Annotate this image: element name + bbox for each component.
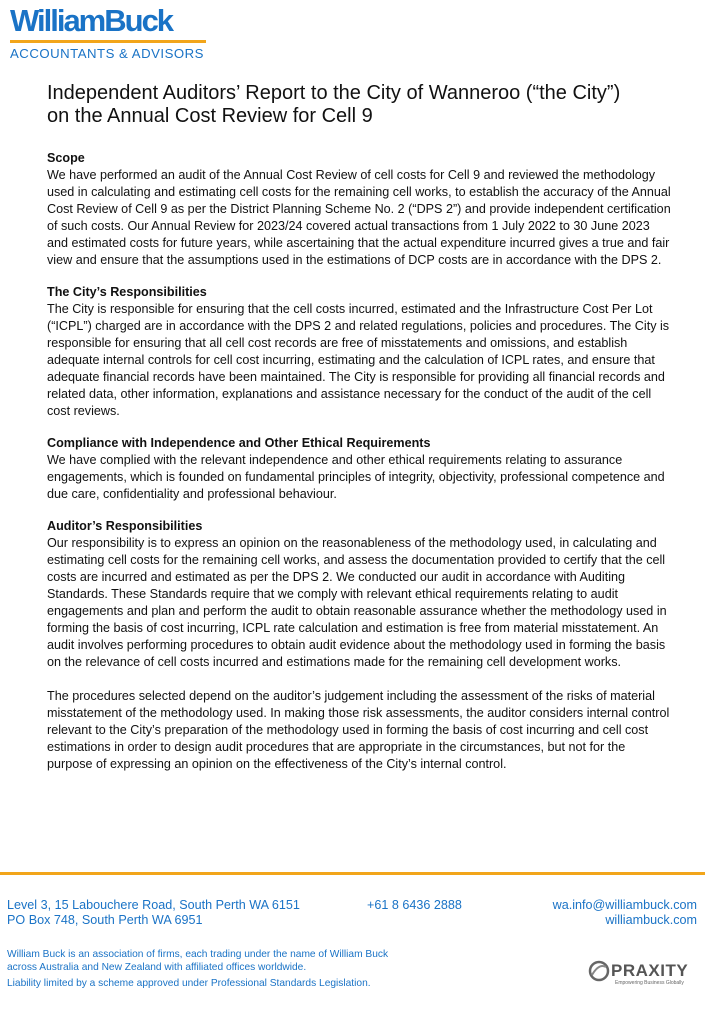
report-body — [47, 150, 672, 788]
praxity-mark-icon — [587, 960, 611, 982]
footer-phone: +61 8 6436 2888 — [367, 898, 462, 912]
city-body: The City is responsible for ensuring that the cell costs incurred, estimated and the Infrastructure Cost Per Lot (“ICPL”) charged are in accordance with the DPS 2 and related regulations, policies and procedures. The City is responsible for ensuring that all cell cost records are free of misstatements and omissions, and establish adequate internal controls for cell cost incurring, estimating and the calculation of ICPL rates, and ensure that adequate financial records have been maintained. The City is responsible for providing all financial records and related data, other information, explanations and assistance necessary for the conduct of the audit of the cell cost reviews. — [47, 302, 670, 418]
footer-contact — [553, 898, 697, 928]
footer-divider — [0, 872, 705, 875]
disclaimer-line-2: across Australia and New Zealand with affiliated offices worldwide. — [7, 962, 307, 973]
auditor-body-1: Our responsibility is to express an opinion on the reasonableness of the methodology used, in calculating and estimating cell costs for the remaining cell works, and assess the documentation provided to certify that the cell costs are incurred and estimated as per the DPS 2. We conducted our audit in accordance with Auditing Standards. These Standards require that we comply with relevant ethical requirements relating to audit engagements and plan and perform the audit to obtain reasonable assurance whether the methodology used in forming the basis of cost incurring, ICPL rate calculation and estimation is free from material misstatement. An audit involves performing procedures to obtain audit evidence about the methodology used in forming the basis on the relevance of cell costs incurred and estimations made for the remaining cell development works. — [47, 536, 667, 669]
logo-subtitle: ACCOUNTANTS & ADVISORS — [10, 46, 204, 61]
praxity-logo — [587, 960, 688, 986]
logo-rule — [10, 40, 206, 43]
footer-website[interactable]: williambuck.com — [605, 913, 697, 927]
footer-email[interactable]: wa.info@williambuck.com — [552, 898, 697, 912]
section-city-responsibilities — [47, 284, 672, 420]
footer-address — [7, 898, 300, 928]
william-buck-logo — [10, 4, 206, 61]
praxity-name: PRAXITY — [611, 961, 689, 980]
praxity-tagline: Empowering Business Globally — [615, 980, 684, 986]
auditor-body-2: The procedures selected depend on the auditor’s judgement including the assessment of the risks of material misstatement of the methodology used. In making those risk assessments, the auditor considers internal control relevant to the City’s preparation of the methodology used in forming the basis of cost incurring and cell cost estimations in order to design audit procedures that are appropriate in the circumstances, but not for the purpose of expressing an opinion on the effectiveness of the City’s internal control. — [47, 689, 670, 771]
address-line-2: PO Box 748, South Perth WA 6951 — [7, 913, 203, 927]
city-heading: The City’s Responsibilities — [47, 285, 207, 299]
title-line-2: on the Annual Cost Review for Cell 9 — [47, 105, 373, 127]
scope-heading: Scope — [47, 151, 85, 165]
scope-body: We have performed an audit of the Annual Cost Review of cell costs for Cell 9 and reviewed the methodology used in calculating and estimating cell costs for the remaining cell works, to establish the accuracy of the Annual Cost Review of Cell 9 as per the District Planning Scheme No. 2 (“DPS 2”) and provide independent certification of such costs. Our Annual Review for 2023/24 covered actual transactions from 1 July 2022 to 30 June 2023 and estimated costs for future years, while ascertaining that the actual expenditure incurred gives a true and fair view and ensure that the assumptions used in the estimations of DCP costs are in accordance with the DPS 2. — [47, 168, 671, 267]
disclaimer-line-3: Liability limited by a scheme approved under Professional Standards Legislation. — [7, 978, 371, 989]
title-line-1: Independent Auditors’ Report to the City of Wanneroo (“the City”) — [47, 82, 621, 104]
footer-disclaimer — [7, 948, 388, 990]
section-compliance — [47, 435, 672, 503]
disclaimer-line-1: William Buck is an association of firms, each trading under the name of William Buck — [7, 949, 389, 960]
section-scope — [47, 150, 672, 269]
page-title — [47, 82, 687, 128]
compliance-heading: Compliance with Independence and Other Ethical Requirements — [47, 436, 431, 450]
section-auditor-responsibilities — [47, 518, 672, 773]
address-line-1: Level 3, 15 Labouchere Road, South Perth WA 6151 — [7, 898, 300, 912]
compliance-body: We have complied with the relevant independence and other ethical requirements relating to assurance engagements, which is founded on fundamental principles of integrity, objectivity, professional competence and due care, confidentiality and professional behaviour. — [47, 453, 665, 501]
auditor-heading: Auditor’s Responsibilities — [47, 519, 203, 533]
logo-name: WilliamBuck — [10, 3, 173, 38]
